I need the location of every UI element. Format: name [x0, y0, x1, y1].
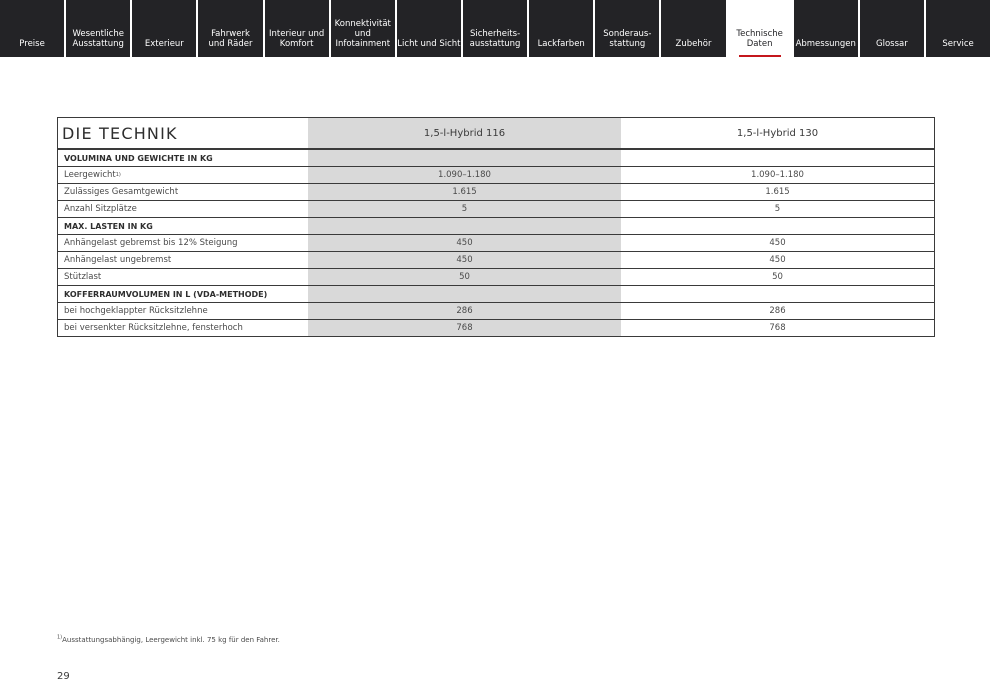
- row-label: [58, 252, 308, 268]
- nav-tab-sonderaus-stattung[interactable]: Sonderaus- stattung: [595, 0, 659, 57]
- row-label: Leergewicht 1): [64, 170, 121, 180]
- table-section-row: [58, 285, 934, 302]
- table-header-row: [58, 118, 934, 150]
- row-label-text: bei hochgeklappter Rücksitzlehne: [64, 306, 208, 316]
- row-label: [58, 184, 308, 200]
- row-label: [58, 201, 308, 217]
- row-label-text: VOLUMINA UND GEWICHTE IN KG: [64, 153, 213, 163]
- row-label-text: MAX. LASTEN IN KG: [64, 221, 153, 231]
- cell-value: 50: [308, 269, 621, 285]
- table-row: [58, 302, 934, 319]
- row-label-text: KOFFERRAUMVOLUMEN IN L (VDA-METHODE): [64, 289, 268, 299]
- table-row: [58, 268, 934, 285]
- table-row: [58, 319, 934, 336]
- footnote: [57, 636, 280, 644]
- table-row: [58, 200, 934, 217]
- section-heading: [58, 150, 308, 166]
- row-label: [58, 269, 308, 285]
- cell-value: 50: [772, 272, 783, 282]
- nav-tab-abmessungen[interactable]: Abmessungen: [794, 0, 858, 57]
- row-label-text: Zulässiges Gesamtgewicht: [64, 187, 179, 197]
- cell-value: [621, 286, 934, 302]
- section-heading: [58, 218, 308, 234]
- cell-value: [621, 150, 934, 166]
- nav-tab-preise[interactable]: Preise: [0, 0, 64, 57]
- cell-value: [308, 150, 621, 166]
- nav-tab-fahrwerk-und-räder[interactable]: Fahrwerk und Räder: [198, 0, 262, 57]
- nav-tab-sicherheits-ausstattung[interactable]: Sicherheits- ausstattung: [463, 0, 527, 57]
- cell-value: 1.615: [308, 184, 621, 200]
- nav-tab-exterieur[interactable]: Exterieur: [132, 0, 196, 57]
- nav-tab-glossar[interactable]: Glossar: [860, 0, 924, 57]
- table-body: [58, 150, 934, 336]
- nav-tab-technische-daten[interactable]: Technische Daten: [728, 0, 792, 57]
- row-label: [58, 303, 308, 319]
- technical-data-table: [57, 117, 935, 337]
- nav-tab-service[interactable]: Service: [926, 0, 990, 57]
- cell-value: [621, 218, 934, 234]
- nav-tab-wesentliche-ausstattung[interactable]: Wesentliche Ausstattung: [66, 0, 130, 57]
- cell-value: 1.090–1.180: [308, 167, 621, 183]
- footnote-text: Ausstattungsabhängig, Leergewicht inkl. 75 kg für den Fahrer.: [62, 636, 280, 644]
- nav-tab-zubehör[interactable]: Zubehör: [661, 0, 725, 57]
- cell-value: 286: [308, 303, 621, 319]
- column-header-hybrid-116: 1,5-l-Hybrid 116: [308, 118, 621, 148]
- cell-value: 450: [308, 252, 621, 268]
- footnote-mark: 1): [57, 634, 63, 641]
- row-label-text: bei versenkter Rücksitzlehne, fensterhoch: [64, 323, 243, 333]
- row-label-text: Anhängelast gebremst bis 12% Steigung: [64, 238, 238, 248]
- row-label: [58, 320, 308, 336]
- table-row: [58, 183, 934, 200]
- table-row: [58, 251, 934, 268]
- row-label-text: Leergewicht: [64, 170, 116, 180]
- table-row: [58, 166, 934, 183]
- cell-value: [308, 286, 621, 302]
- table-section-row: [58, 150, 934, 166]
- cell-value: [308, 218, 621, 234]
- row-label: [58, 235, 308, 251]
- section-navigation: [0, 0, 990, 57]
- table-section-row: [58, 217, 934, 234]
- column-header-hybrid-130: 1,5-l-Hybrid 130: [736, 127, 819, 139]
- table-title: DIE TECHNIK: [62, 123, 178, 143]
- cell-value: 5: [774, 204, 781, 214]
- page-number: 29: [57, 671, 70, 682]
- nav-tab-interieur-und-komfort[interactable]: Interieur und Komfort: [265, 0, 329, 57]
- cell-value: 450: [769, 255, 786, 265]
- cell-value: 1.615: [765, 187, 790, 197]
- cell-value: 286: [769, 306, 786, 316]
- cell-value: 450: [308, 235, 621, 251]
- nav-tab-licht-und-sicht[interactable]: Licht und Sicht: [397, 0, 461, 57]
- nav-tab-konnektivität-und-infotainment[interactable]: Konnektivität und Infotainment: [331, 0, 395, 57]
- section-heading: [58, 286, 308, 302]
- row-label-text: Stützlast: [64, 272, 102, 282]
- row-label-text: Anhängelast ungebremst: [64, 255, 172, 265]
- table-row: [58, 234, 934, 251]
- cell-value: 5: [308, 201, 621, 217]
- row-label-text: Anzahl Sitzplätze: [64, 204, 137, 214]
- cell-value: 1.090–1.180: [751, 170, 804, 180]
- cell-value: 768: [308, 320, 621, 336]
- cell-value: 768: [769, 323, 786, 333]
- nav-tab-lackfarben[interactable]: Lackfarben: [529, 0, 593, 57]
- cell-value: 450: [769, 238, 786, 248]
